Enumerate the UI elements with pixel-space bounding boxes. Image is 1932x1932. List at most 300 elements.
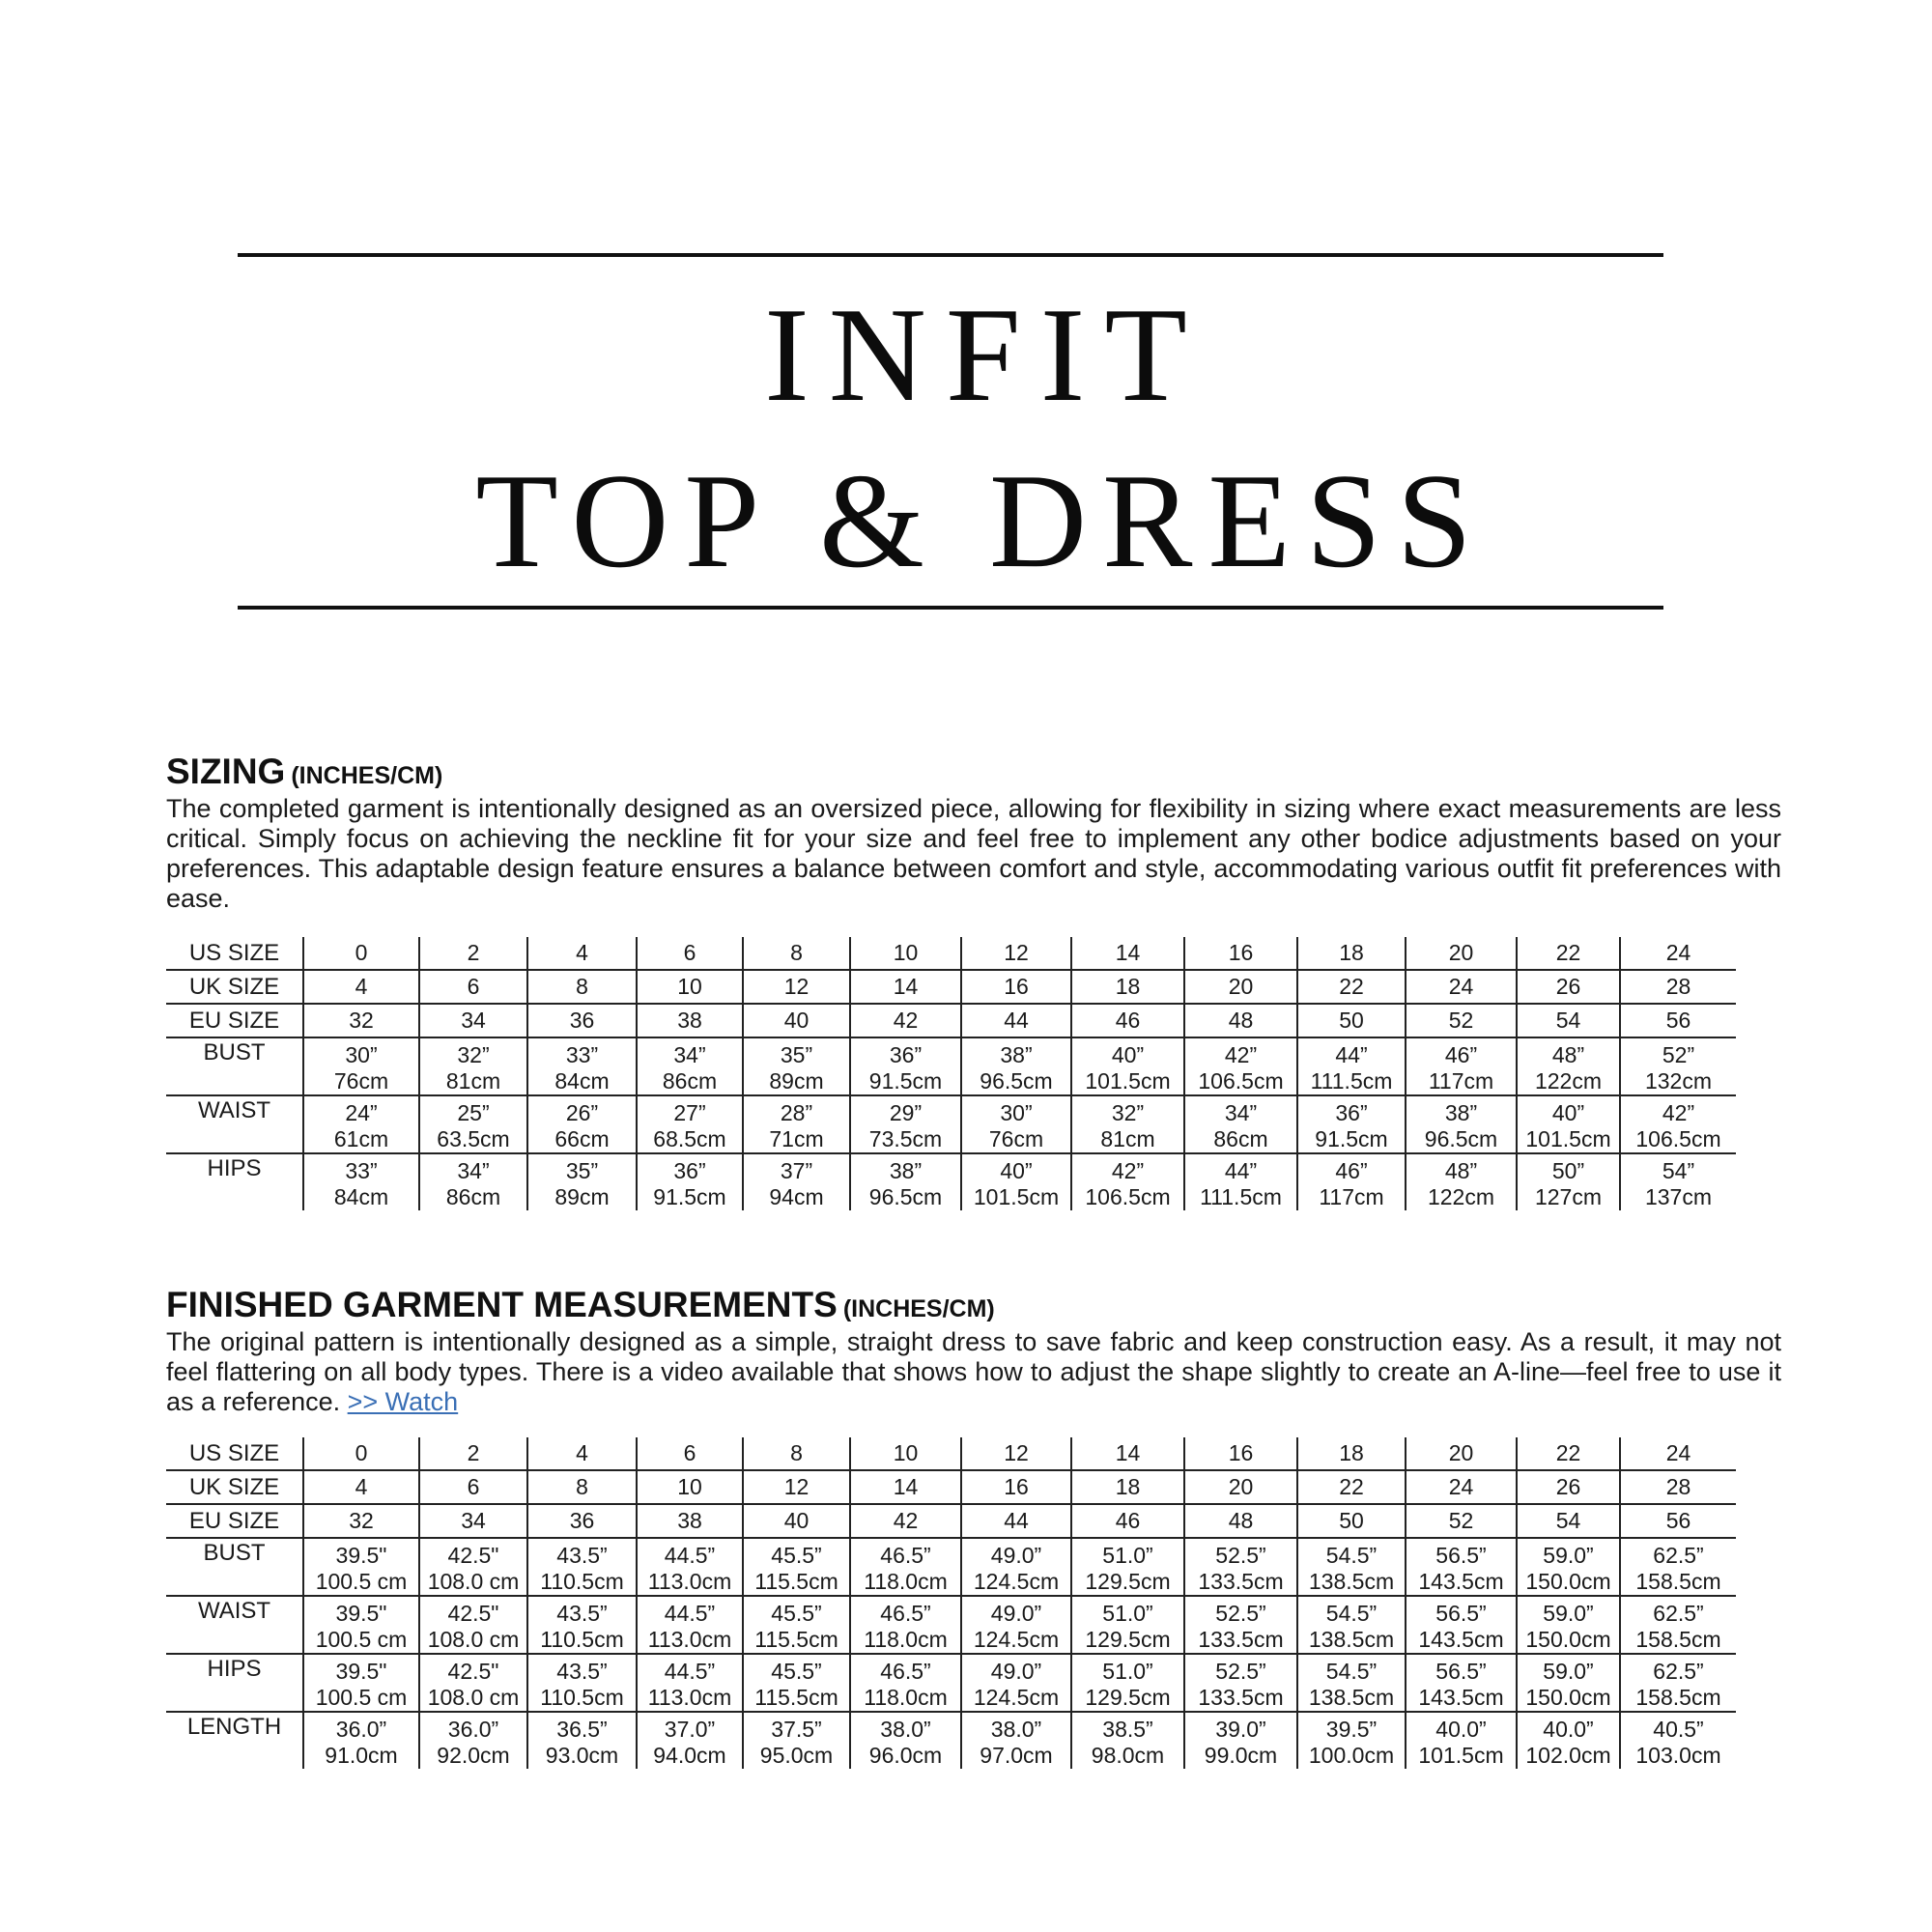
table-cell	[1184, 1654, 1297, 1712]
row-label: HIPS	[207, 1656, 262, 1682]
table-cell	[850, 1037, 961, 1095]
cell-primary-value: 52	[1448, 1008, 1474, 1033]
table-cell	[303, 1153, 419, 1210]
cell-secondary-value: 143.5cm	[1418, 1685, 1504, 1710]
cell-primary-value: 16	[1004, 1474, 1029, 1499]
table-cell	[1517, 1437, 1620, 1470]
cell-primary-value: 62.5”	[1653, 1659, 1704, 1684]
table-cell	[850, 1596, 961, 1654]
cell-primary-value: 6	[467, 1474, 480, 1499]
table-cell	[1297, 1654, 1406, 1712]
table-cell	[1406, 1470, 1517, 1504]
cell-secondary-value: 84cm	[333, 1184, 389, 1209]
cell-primary-value: 54.5”	[1325, 1543, 1378, 1568]
cell-secondary-value: 94.0cm	[653, 1743, 726, 1768]
cell-primary-value: 22	[1555, 1440, 1581, 1465]
cell-secondary-value: 92.0cm	[437, 1743, 510, 1768]
cell-primary-value: 54.5”	[1325, 1601, 1378, 1626]
cell-primary-value: 49.0”	[990, 1659, 1042, 1684]
cell-primary-value: 12	[1004, 1440, 1029, 1465]
cell-primary-value: 14	[1115, 940, 1141, 965]
cell-primary-value: 27”	[673, 1100, 706, 1125]
table-cell	[850, 1004, 961, 1037]
table-cell	[1071, 1004, 1184, 1037]
table-cell	[1406, 1153, 1517, 1210]
cell-primary-value: 16	[1228, 1440, 1254, 1465]
cell-primary-value: 24	[1665, 1440, 1691, 1465]
table-cell	[419, 1004, 527, 1037]
sizing-description: The completed garment is intentionally designed as an oversized piece, allowing for flexibility in sizing where exact measurements are less critical. Simply focus on achieving the neckline fit for your size and feel free to implement any other bodice adjustments based on your preferences. This adaptable design feature ensures a balance between comfort and style, accommodating various outfit fit preferences with ease.	[166, 794, 1781, 913]
cell-primary-value: 10	[677, 974, 702, 999]
table-cell	[1184, 1437, 1297, 1470]
row-label: WAIST	[197, 1598, 271, 1624]
cell-secondary-value: 86cm	[1213, 1126, 1268, 1151]
table-cell	[527, 1470, 637, 1504]
table-cell	[1517, 1037, 1620, 1095]
cell-secondary-value: 91.5cm	[868, 1068, 943, 1094]
table-cell	[743, 1654, 850, 1712]
cell-secondary-value: 124.5cm	[973, 1685, 1060, 1710]
cell-secondary-value: 110.5cm	[540, 1569, 624, 1594]
cell-primary-value: 38”	[1000, 1042, 1033, 1067]
table-cell	[527, 1037, 637, 1095]
cell-secondary-value: 143.5cm	[1418, 1627, 1504, 1652]
table-cell	[1620, 1712, 1736, 1769]
table-cell	[850, 1504, 961, 1538]
table-cell	[1071, 937, 1184, 970]
row-label: UK SIZE	[188, 974, 280, 1000]
cell-secondary-value: 122cm	[1427, 1184, 1495, 1209]
cell-primary-value: 35”	[565, 1158, 599, 1183]
table-row	[166, 1504, 1736, 1538]
cell-secondary-value: 86cm	[662, 1068, 718, 1094]
cell-secondary-value: 110.5cm	[540, 1627, 624, 1652]
cell-primary-value: 37”	[780, 1158, 813, 1183]
cell-secondary-value: 101.5cm	[973, 1184, 1060, 1209]
cell-primary-value: 49.0”	[990, 1601, 1042, 1626]
cell-primary-value: 6	[683, 940, 696, 965]
table-cell	[1620, 1437, 1736, 1470]
cell-secondary-value: 100.5 cm	[315, 1627, 408, 1652]
cell-primary-value: 34	[461, 1508, 486, 1533]
cell-primary-value: 22	[1339, 974, 1364, 999]
cell-primary-value: 24”	[345, 1100, 378, 1125]
table-cell	[743, 937, 850, 970]
cell-secondary-value: 96.5cm	[868, 1184, 943, 1209]
table-cell	[1406, 1037, 1517, 1095]
table-cell	[1184, 1538, 1297, 1596]
table-cell	[1071, 1470, 1184, 1504]
cell-secondary-value: 150.0cm	[1525, 1685, 1611, 1710]
table-row	[166, 1437, 1736, 1470]
cell-primary-value: 44”	[1224, 1158, 1258, 1183]
table-cell	[961, 970, 1071, 1004]
cell-primary-value: 33”	[565, 1042, 599, 1067]
table-cell	[637, 1538, 743, 1596]
table-cell	[1071, 1712, 1184, 1769]
table-cell	[1517, 1004, 1620, 1037]
cell-primary-value: 48”	[1551, 1042, 1585, 1067]
cell-primary-value: 42”	[1224, 1042, 1258, 1067]
cell-primary-value: 20	[1448, 940, 1474, 965]
cell-primary-value: 48	[1228, 1508, 1254, 1533]
cell-primary-value: 2	[467, 940, 480, 965]
cell-primary-value: 24	[1665, 940, 1691, 965]
title-line-1: INFIT	[764, 280, 1207, 430]
cell-secondary-value: 66cm	[554, 1126, 610, 1151]
cell-primary-value: 26”	[565, 1100, 599, 1125]
cell-primary-value: 38	[677, 1508, 702, 1533]
cell-secondary-value: 106.5cm	[1085, 1184, 1171, 1209]
cell-primary-value: 32”	[457, 1042, 490, 1067]
cell-primary-value: 54.5”	[1325, 1659, 1378, 1684]
finished-description-text: The original pattern is intentionally designed as a simple, straight dress to save fabric and keep construction easy. As a result, it may not feel flattering on all body types. There is a video available that shows how to adjust the shape slightly to create an A-line—feel free to use it as a reference.	[166, 1327, 1781, 1416]
cell-primary-value: 46	[1115, 1008, 1141, 1033]
cell-primary-value: 59.0”	[1543, 1543, 1594, 1568]
row-label: UK SIZE	[188, 1474, 280, 1500]
table-cell	[303, 1004, 419, 1037]
cell-primary-value: 38.0”	[990, 1717, 1042, 1742]
table-cell	[637, 1470, 743, 1504]
table-cell	[1620, 1095, 1736, 1153]
cell-primary-value: 44	[1004, 1508, 1029, 1533]
cell-secondary-value: 108.0 cm	[427, 1685, 520, 1710]
table-cell	[961, 1037, 1071, 1095]
cell-primary-value: 42”	[1662, 1100, 1695, 1125]
cell-primary-value: 56	[1665, 1508, 1691, 1533]
cell-primary-value: 40.5”	[1653, 1717, 1704, 1742]
table-cell	[1620, 1004, 1736, 1037]
cell-primary-value: 8	[576, 974, 588, 999]
table-cell	[961, 1095, 1071, 1153]
cell-primary-value: 44”	[1335, 1042, 1368, 1067]
cell-secondary-value: 111.5cm	[1310, 1068, 1393, 1094]
cell-primary-value: 28	[1665, 974, 1691, 999]
table-cell	[961, 1004, 1071, 1037]
table-cell	[1184, 1470, 1297, 1504]
cell-primary-value: 4	[576, 1440, 588, 1465]
cell-primary-value: 10	[893, 940, 919, 965]
cell-secondary-value: 97.0cm	[980, 1743, 1053, 1768]
cell-primary-value: 12	[783, 974, 810, 999]
cell-primary-value: 29”	[889, 1100, 923, 1125]
cell-secondary-value: 102.0cm	[1525, 1743, 1611, 1768]
cell-primary-value: 36”	[889, 1042, 923, 1067]
cell-secondary-value: 100.5 cm	[315, 1685, 408, 1710]
cell-primary-value: 45.5”	[771, 1601, 822, 1626]
row-label: US SIZE	[188, 1440, 280, 1466]
table-cell	[961, 1470, 1071, 1504]
table-cell	[637, 1437, 743, 1470]
cell-secondary-value: 158.5cm	[1635, 1685, 1721, 1710]
table-cell	[419, 970, 527, 1004]
row-label: EU SIZE	[188, 1508, 280, 1534]
cell-primary-value: 36”	[1335, 1100, 1368, 1125]
table-cell	[303, 1538, 419, 1596]
cell-primary-value: 46.5”	[880, 1659, 931, 1684]
cell-secondary-value: 101.5cm	[1525, 1126, 1611, 1151]
cell-primary-value: 36	[569, 1008, 595, 1033]
table-cell	[303, 1437, 419, 1470]
cell-primary-value: 34”	[1224, 1100, 1258, 1125]
cell-secondary-value: 133.5cm	[1198, 1627, 1284, 1652]
table-cell	[1517, 1712, 1620, 1769]
table-cell	[1071, 1654, 1184, 1712]
cell-primary-value: 52.5”	[1215, 1543, 1266, 1568]
table-cell	[743, 970, 850, 1004]
table-row	[166, 1153, 1736, 1210]
table-cell	[637, 1712, 743, 1769]
table-cell	[1620, 1596, 1736, 1654]
cell-secondary-value: 158.5cm	[1635, 1569, 1721, 1594]
cell-primary-value: 39.5"	[335, 1601, 387, 1626]
table-cell	[527, 1504, 637, 1538]
table-cell	[850, 1095, 961, 1153]
cell-secondary-value: 113.0cm	[647, 1569, 732, 1594]
cell-primary-value: 26	[1555, 974, 1581, 999]
table-cell	[1071, 1037, 1184, 1095]
cell-primary-value: 56.5”	[1435, 1543, 1487, 1568]
table-cell	[1184, 1504, 1297, 1538]
cell-primary-value: 32”	[1111, 1100, 1145, 1125]
cell-secondary-value: 124.5cm	[973, 1627, 1060, 1652]
cell-primary-value: 59.0”	[1543, 1659, 1594, 1684]
cell-secondary-value: 86cm	[445, 1184, 501, 1209]
table-cell	[743, 1037, 850, 1095]
table-cell	[961, 1712, 1071, 1769]
table-row	[166, 1538, 1736, 1596]
sizing-table	[166, 937, 1736, 1210]
table-cell	[1517, 1654, 1620, 1712]
cell-secondary-value: 127cm	[1534, 1184, 1603, 1209]
cell-primary-value: 8	[576, 1474, 588, 1499]
table-cell	[1620, 937, 1736, 970]
table-cell	[743, 1437, 850, 1470]
table-cell	[1297, 937, 1406, 970]
cell-secondary-value: 81cm	[1100, 1126, 1155, 1151]
cell-primary-value: 59.0”	[1543, 1601, 1594, 1626]
finished-heading	[166, 1287, 995, 1322]
table-cell	[1297, 1712, 1406, 1769]
table-cell	[1620, 1153, 1736, 1210]
sizing-heading	[166, 753, 442, 789]
cell-secondary-value: 129.5cm	[1085, 1627, 1171, 1652]
cell-primary-value: 12	[783, 1474, 810, 1499]
cell-secondary-value: 71cm	[769, 1126, 824, 1151]
table-cell	[1184, 1095, 1297, 1153]
table-cell	[419, 1596, 527, 1654]
table-cell	[743, 1504, 850, 1538]
table-cell	[961, 1504, 1071, 1538]
cell-secondary-value: 115.5cm	[754, 1569, 838, 1594]
cell-secondary-value: 132cm	[1644, 1068, 1713, 1094]
table-cell	[1184, 970, 1297, 1004]
table-cell	[743, 1095, 850, 1153]
row-label: BUST	[203, 1039, 266, 1065]
cell-primary-value: 34”	[457, 1158, 490, 1183]
table-cell	[637, 1504, 743, 1538]
table-cell	[1297, 1153, 1406, 1210]
cell-primary-value: 36.0”	[335, 1717, 387, 1742]
cell-primary-value: 34	[461, 1008, 486, 1033]
cell-secondary-value: 91.5cm	[1315, 1126, 1388, 1151]
table-cell	[1297, 1004, 1406, 1037]
cell-primary-value: 12	[1004, 940, 1029, 965]
table-cell	[850, 1712, 961, 1769]
table-cell	[1517, 1153, 1620, 1210]
cell-primary-value: 42.5"	[447, 1601, 499, 1626]
cell-primary-value: 38.0”	[880, 1717, 931, 1742]
table-cell	[303, 1504, 419, 1538]
cell-primary-value: 42.5"	[447, 1543, 499, 1568]
table-cell	[419, 1538, 527, 1596]
cell-primary-value: 6	[683, 1440, 696, 1465]
table-cell	[1071, 970, 1184, 1004]
cell-primary-value: 8	[790, 1440, 803, 1465]
cell-secondary-value: 93.0cm	[545, 1743, 619, 1768]
table-cell	[1406, 1654, 1517, 1712]
cell-secondary-value: 150.0cm	[1525, 1627, 1611, 1652]
table-cell	[1184, 1712, 1297, 1769]
table-cell	[419, 1037, 527, 1095]
cell-primary-value: 45.5”	[771, 1659, 822, 1684]
cell-secondary-value: 94cm	[769, 1184, 824, 1209]
cell-primary-value: 43.5”	[556, 1659, 608, 1684]
table-cell	[527, 1538, 637, 1596]
table-cell	[1517, 1596, 1620, 1654]
cell-secondary-value: 138.5cm	[1308, 1627, 1395, 1652]
row-label: HIPS	[207, 1155, 262, 1181]
cell-primary-value: 52.5”	[1215, 1601, 1266, 1626]
table-cell	[637, 1095, 743, 1153]
cell-primary-value: 56.5”	[1435, 1659, 1487, 1684]
cell-secondary-value: 110.5cm	[540, 1685, 624, 1710]
table-cell	[527, 1095, 637, 1153]
table-cell	[419, 1654, 527, 1712]
cell-primary-value: 20	[1228, 974, 1254, 999]
cell-primary-value: 38”	[889, 1158, 923, 1183]
cell-primary-value: 0	[355, 1440, 368, 1465]
cell-primary-value: 35”	[780, 1042, 813, 1067]
finished-description	[166, 1327, 1781, 1417]
cell-primary-value: 25”	[457, 1100, 490, 1125]
table-cell	[419, 937, 527, 970]
cell-secondary-value: 81cm	[445, 1068, 501, 1094]
table-cell	[1620, 1538, 1736, 1596]
cell-primary-value: 62.5”	[1653, 1601, 1704, 1626]
table-row	[166, 1037, 1736, 1095]
cell-primary-value: 18	[1339, 940, 1364, 965]
cell-secondary-value: 100.0cm	[1308, 1743, 1395, 1768]
cell-secondary-value: 115.5cm	[754, 1685, 838, 1710]
table-cell	[1071, 1437, 1184, 1470]
table-cell	[961, 1437, 1071, 1470]
cell-primary-value: 36.5”	[556, 1717, 608, 1742]
cell-primary-value: 42	[893, 1508, 919, 1533]
table-cell	[303, 1596, 419, 1654]
table-cell	[527, 1153, 637, 1210]
table-cell	[850, 970, 961, 1004]
cell-primary-value: 0	[355, 940, 368, 965]
cell-secondary-value: 68.5cm	[653, 1126, 726, 1151]
table-cell	[527, 970, 637, 1004]
cell-secondary-value: 89cm	[769, 1068, 824, 1094]
bottom-divider	[238, 606, 1663, 610]
cell-secondary-value: 108.0 cm	[427, 1627, 520, 1652]
watch-link[interactable]: >> Watch	[347, 1387, 459, 1416]
cell-primary-value: 40”	[1551, 1100, 1585, 1125]
cell-secondary-value: 96.0cm	[868, 1743, 943, 1768]
cell-primary-value: 56	[1665, 1008, 1691, 1033]
cell-primary-value: 44.5”	[664, 1601, 716, 1626]
table-cell	[1297, 1538, 1406, 1596]
cell-primary-value: 30”	[1000, 1100, 1033, 1125]
table-row	[166, 970, 1736, 1004]
cell-secondary-value: 111.5cm	[1200, 1184, 1282, 1209]
cell-primary-value: 52	[1448, 1508, 1474, 1533]
cell-secondary-value: 108.0 cm	[427, 1569, 520, 1594]
table-cell	[1406, 1712, 1517, 1769]
table-cell	[1517, 1538, 1620, 1596]
table-cell	[527, 1712, 637, 1769]
cell-primary-value: 40”	[1111, 1042, 1145, 1067]
table-cell	[1297, 1470, 1406, 1504]
cell-secondary-value: 100.5 cm	[315, 1569, 408, 1594]
cell-primary-value: 45.5”	[771, 1543, 822, 1568]
cell-secondary-value: 143.5cm	[1418, 1569, 1504, 1594]
cell-primary-value: 40”	[1000, 1158, 1033, 1183]
cell-primary-value: 36”	[673, 1158, 706, 1183]
table-cell	[1517, 1470, 1620, 1504]
table-cell	[1406, 1095, 1517, 1153]
cell-primary-value: 62.5”	[1653, 1543, 1704, 1568]
cell-primary-value: 46.5”	[880, 1543, 931, 1568]
cell-primary-value: 14	[1115, 1440, 1141, 1465]
cell-primary-value: 39.5"	[335, 1659, 387, 1684]
cell-primary-value: 14	[893, 974, 919, 999]
table-cell	[1620, 1037, 1736, 1095]
table-cell	[850, 1470, 961, 1504]
table-cell	[527, 1437, 637, 1470]
table-cell	[1184, 1004, 1297, 1037]
cell-primary-value: 38	[677, 1008, 702, 1033]
table-cell	[419, 1712, 527, 1769]
row-label: US SIZE	[188, 940, 280, 966]
table-cell	[850, 1538, 961, 1596]
table-cell	[961, 1654, 1071, 1712]
table-cell	[303, 970, 419, 1004]
table-row	[166, 1004, 1736, 1037]
cell-primary-value: 39.5"	[335, 1543, 387, 1568]
cell-primary-value: 22	[1555, 940, 1581, 965]
cell-secondary-value: 98.0cm	[1091, 1743, 1165, 1768]
cell-primary-value: 37.0”	[664, 1717, 716, 1742]
table-cell	[1406, 1437, 1517, 1470]
table-cell	[637, 970, 743, 1004]
table-row	[166, 1596, 1736, 1654]
cell-primary-value: 54	[1555, 1508, 1581, 1533]
cell-primary-value: 46”	[1335, 1158, 1368, 1183]
table-cell	[303, 1712, 419, 1769]
cell-secondary-value: 73.5cm	[868, 1126, 943, 1151]
cell-primary-value: 51.0”	[1102, 1659, 1153, 1684]
cell-primary-value: 43.5”	[556, 1543, 608, 1568]
cell-primary-value: 54	[1555, 1008, 1581, 1033]
table-cell	[1620, 970, 1736, 1004]
cell-secondary-value: 84cm	[554, 1068, 610, 1094]
table-cell	[961, 937, 1071, 970]
table-cell	[1297, 1037, 1406, 1095]
